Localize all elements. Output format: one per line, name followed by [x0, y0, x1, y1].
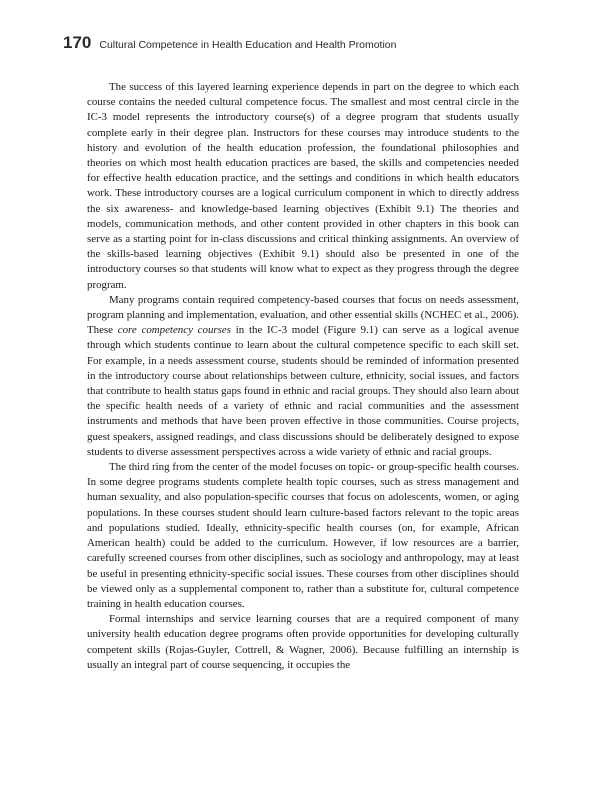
paragraph-core-competency-courses	[87, 293, 519, 460]
paragraph-internships: Formal internships and service learning courses that are a required component of many university health education degree programs often provide opportunities for developing culturally competent skills (Rojas-Guyler, Cottrell, & Wagner, 2006). Because fulfilling an internship is usually an integral part of course sequencing, it occupies the	[87, 613, 519, 671]
paragraph-introductory-courses: The success of this layered learning experience depends in part on the degree to which each course contains the needed cultural competence focus. The smallest and most central circle in the IC-3 model represents the introductory course(s) of a degree program that students usually complete early in their degree plan. Instructors for these courses may introduce students to the history and evolution of the health education profession, the foundational philosophies and theories on which most health education practices are based, the skills and competencies needed for effective health education practice, and the settings and conditions in which health educators work. These introductory courses are a logical curriculum component in which to directly address the six awareness- and knowledge-based learning objectives (Exhibit 9.1) The theories and models, communication methods, and other content provided in other chapters in this book can serve as a starting point for in-class discussions and critical thinking assignments. An overview of the skills-based learning objectives (Exhibit 9.1) should also be presented in one of the introductory courses so that students will know what to expect as they progress through the degree program.	[87, 81, 519, 291]
paragraph-topic-specific-courses: The third ring from the center of the model focuses on topic- or group-specific health courses. In some degree programs students complete health topic courses, such as stress management and human sexuality, and also population-specific courses that focus on adolescents, women, or aging populations. In these courses student should learn culture-based factors relevant to the topic areas and populations studied. Ideally, ethnicity-specific health courses (on, for example, African American health) could be added to the curriculum. However, if low resources are a barrier, carefully screened courses from other disciplines, such as sociology and anthropology, may at least be useful in presenting ethnicity-specific social issues. These courses from other disciplines should be viewed only as a supplemental component to, rather than a substitute for, cultural competence training in health education courses.	[87, 461, 519, 610]
body-text	[87, 80, 519, 673]
running-head-title: Cultural Competence in Health Education and Health Promotion	[99, 39, 397, 51]
emphasis-core-competency-courses: core competency courses	[117, 324, 231, 337]
paragraph-text: in the IC-3 model (Figure 9.1) can serve as a logical avenue through which students continue to learn about the cultural competence specific to each skill set. For example, in a needs assessment course, students should be reminded of information presented in the introductory course about relationships between culture, ethnicity, social issues, and factors that contribute to health status gaps found in ethnic and racial groups. They should also learn about the specific health needs of a variety of ethnic and racial communities and the assessment instruments and methods that have been proven effective in those communities. Course projects, guest speakers, assigned readings, and class discussions should be deliberately designed to expose students to diverse assessment perspectives across a wide variety of ethnic and racial groups.	[87, 324, 519, 458]
paragraph-text: Many programs contain required competency-based courses that focus on needs assessment, program planning and implementation, evaluation, and other essential skills (NCHEC et al., 2006). These	[87, 293, 519, 337]
running-head	[63, 33, 396, 53]
page-number: 170	[63, 33, 92, 52]
